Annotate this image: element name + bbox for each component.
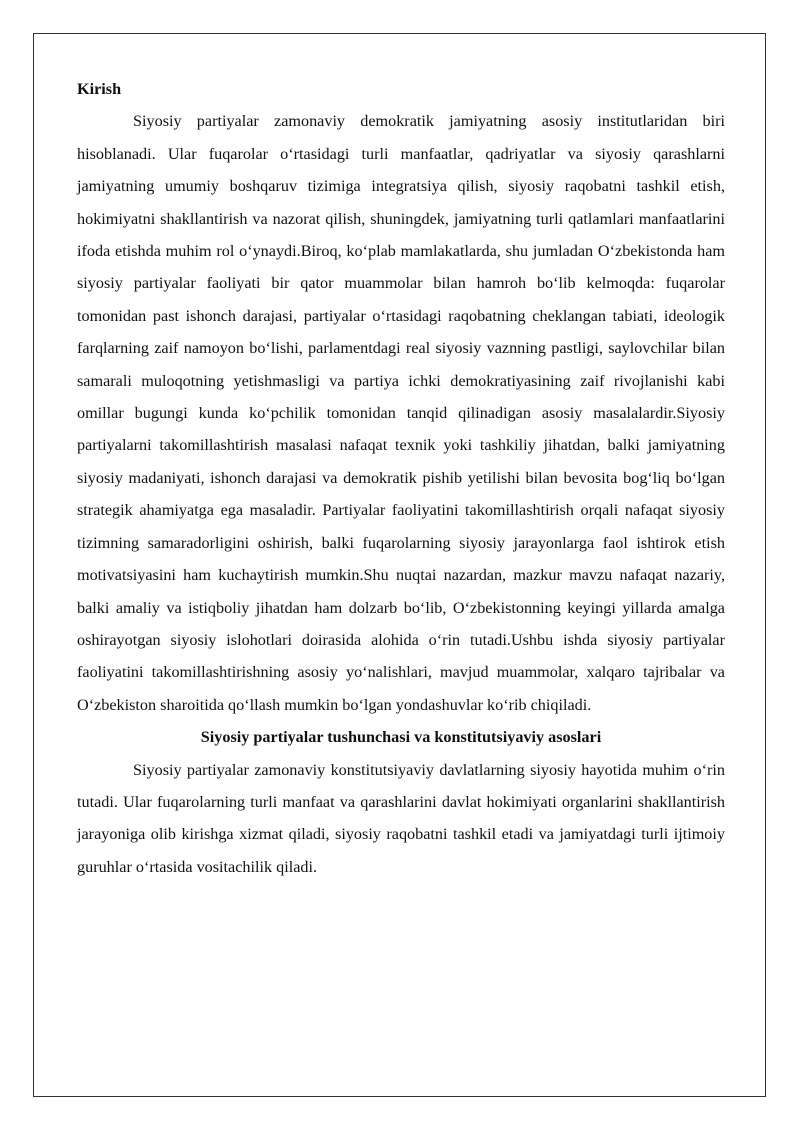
intro-heading: Kirish	[77, 80, 122, 98]
section-heading: Siyosiy partiyalar tushunchasi va konstitutsiyaviy asoslari	[200, 728, 602, 747]
document-body	[77, 73, 725, 883]
section-paragraph: Siyosiy partiyalar zamonaviy konstitutsiyaviy davlatlarning siyosiy hayotida muhim oʻrin tutadi. Ular fuqarolarning turli manfaat va qarashlarini davlat hokimiyati organlarini shakllantirish jarayoniga olib kirishga xizmat qiladi, siyosiy raqobatni tashkil etadi va jamiyatdagi turli ijtimoiy guruhlar oʻrtasida vositachilik qiladi.	[77, 760, 725, 876]
intro-paragraph: Siyosiy partiyalar zamonaviy demokratik jamiyatning asosiy institutlaridan biri hisoblanadi. Ular fuqarolar oʻrtasidagi turli manfaatlar, qadriyatlar va siyosiy qarashlarni jamiyatning umumiy boshqaruv tizimiga integratsiya qilish, siyosiy raqobatni tashkil etish, hokimiyatni shakllantirish va nazorat qilish, shuningdek, jamiyatning turli qatlamlari manfaatlarini ifoda etishda muhim rol oʻynaydi.Biroq, koʻplab mamlakatlarda, shu jumladan Oʻzbekistonda ham siyosiy partiyalar faoliyati bir qator muammolar bilan hamroh boʻlib kelmoqda: fuqarolar tomonidan past ishonch darajasi, partiyalar oʻrtasidagi raqobatning cheklangan tabiati, ideologik farqlarning zaif namoyon boʻlishi, parlamentdagi real siyosiy vaznning pastligi, saylovchilar bilan samarali muloqotning yetishmasligi va partiya ichki demokratiyasining zaif rivojlanishi kabi omillar bugungi kunda koʻpchilik tomonidan tanqid qilinadigan asosiy masalalardir.Siyosiy partiyalarni takomillashtirish masalasi nafaqat texnik yoki tashkiliy jihatdan, balki jamiyatning siyosiy madaniyati, ishonch darajasi va demokratik pishib yetilishi bilan bevosita bogʻliq boʻlgan strategik ahamiyatga ega masaladir. Partiyalar faoliyatini takomillashtirish orqali nafaqat siyosiy tizimning samaradorligini oshirish, balki fuqarolarning siyosiy jarayonlarga faol ishtirok etish motivatsiyasini ham kuchaytirish mumkin.Shu nuqtai nazardan, mazkur mavzu nafaqat nazariy, balki amaliy va istiqboliy jihatdan ham dolzarb boʻlib, Oʻzbekistonning keyingi yillarda amalga oshirayotgan siyosiy islohotlari doirasida alohida oʻrin tutadi.Ushbu ishda siyosiy partiyalar faoliyatini takomillashtirishning asosiy yoʻnalishlari, mavjud muammolar, xalqaro tajribalar va Oʻzbekiston sharoitida qoʻllash mumkin boʻlgan yondashuvlar koʻrib chiqiladi.	[77, 112, 725, 714]
